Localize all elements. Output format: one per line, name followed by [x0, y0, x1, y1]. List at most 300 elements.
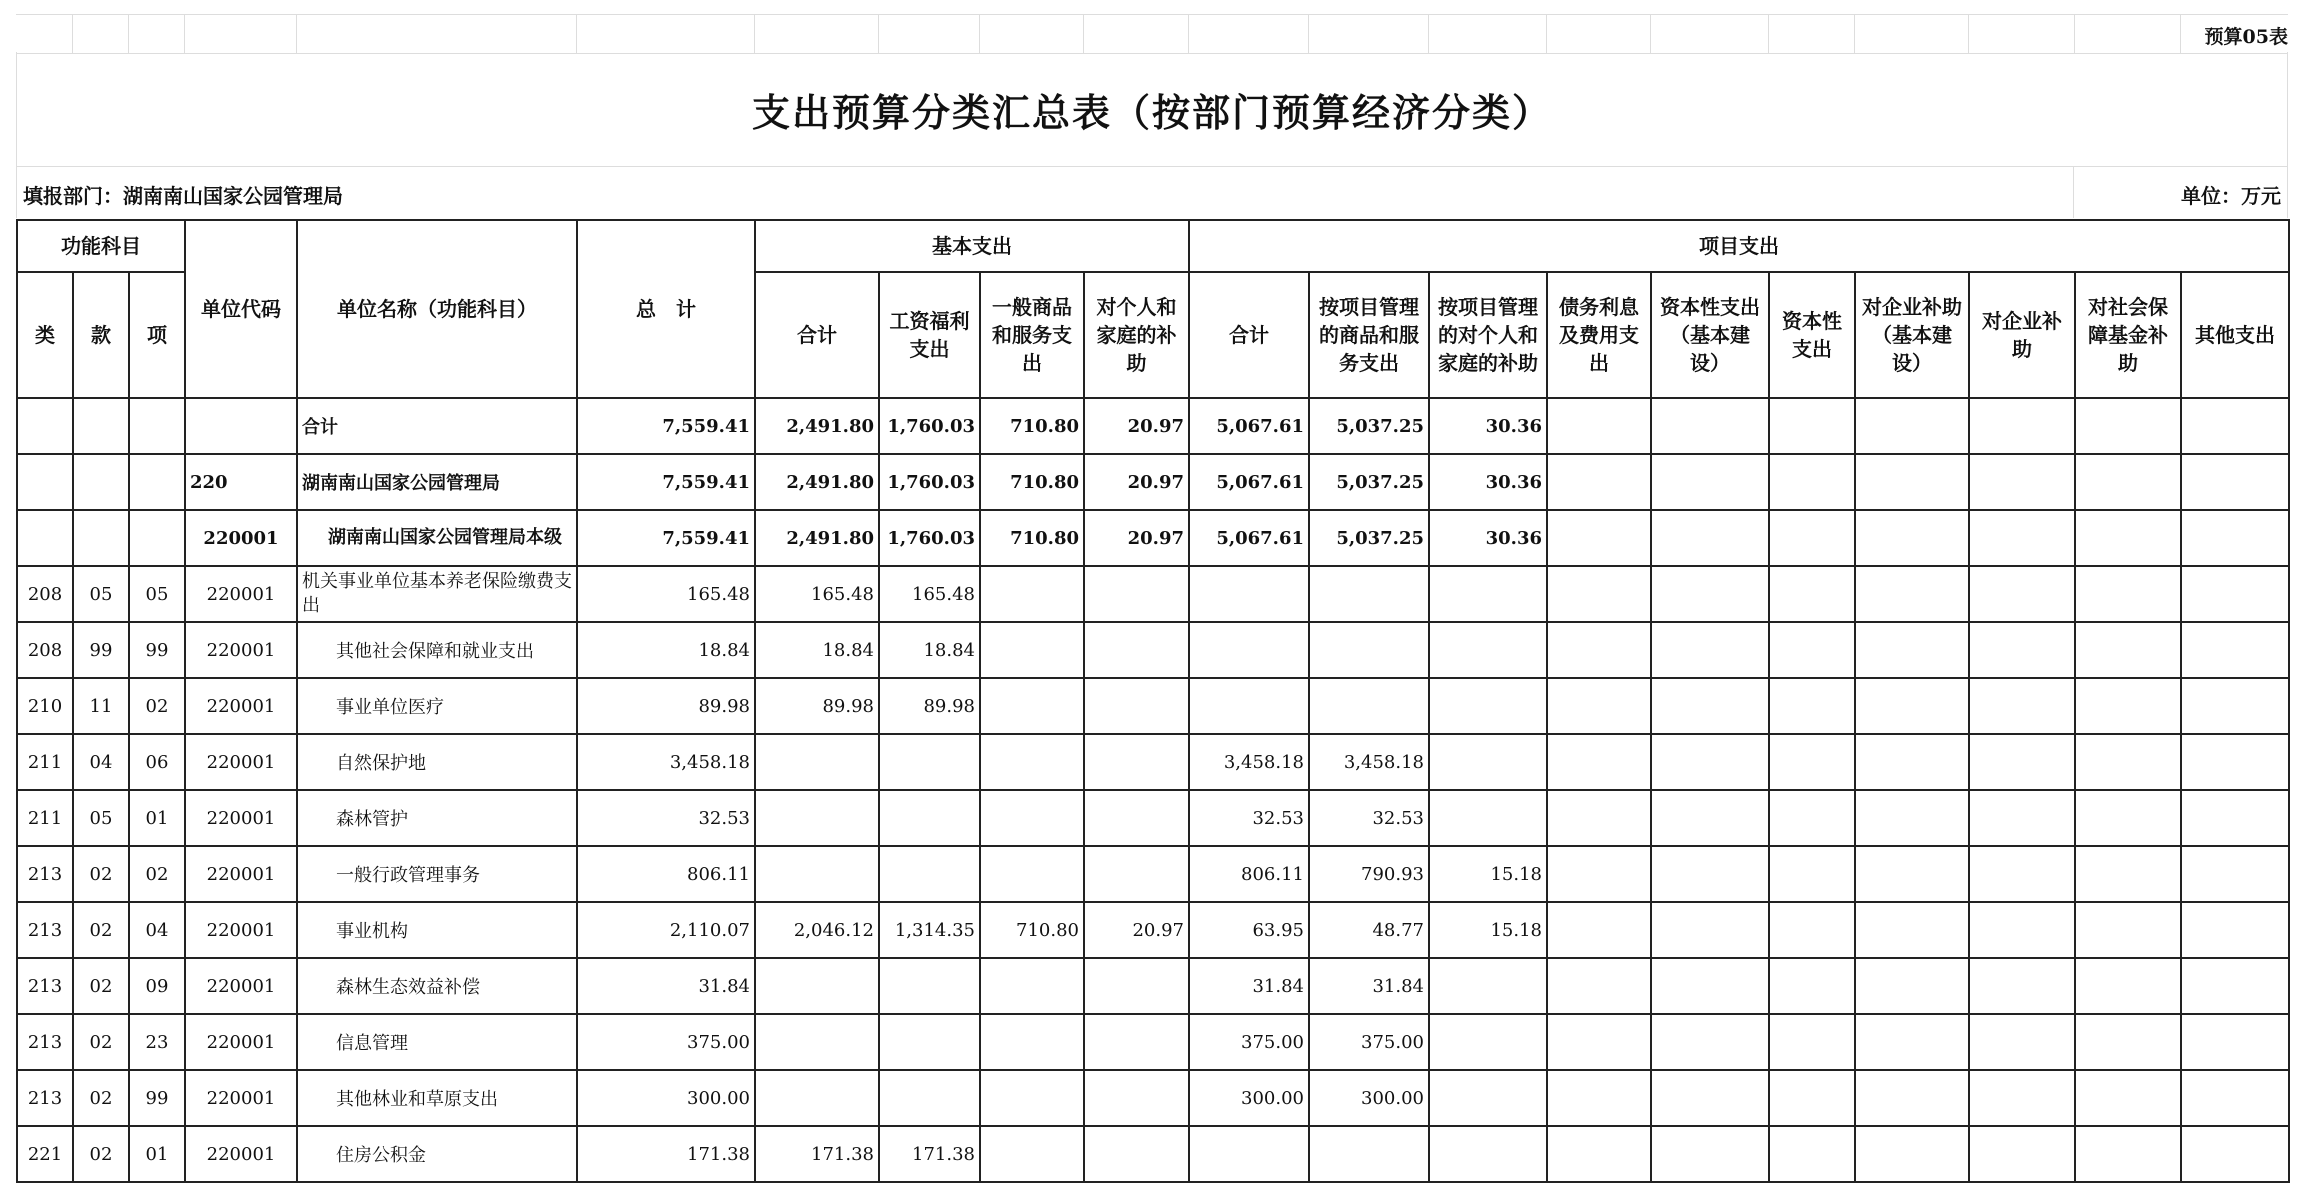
project-value-cell: [2181, 622, 2289, 678]
project-col-header: 资本性支出: [1769, 272, 1855, 398]
project-value-cell: [1855, 902, 1969, 958]
project-value-cell: [1969, 1126, 2075, 1182]
info-band: [16, 166, 2288, 218]
basic-col-header: 对个人和家庭的补助: [1084, 272, 1189, 398]
project-value-cell: [1547, 1070, 1651, 1126]
xiang-cell: 01: [129, 1126, 185, 1182]
project-value-cell: [1651, 1070, 1769, 1126]
project-value-cell: [2181, 846, 2289, 902]
basic-value-cell: 165.48: [879, 566, 980, 622]
basic-value-cell: [980, 958, 1084, 1014]
lei-cell: 208: [17, 622, 73, 678]
unit-name-cell: 合计: [297, 398, 577, 454]
expenditure-table: [16, 219, 2290, 1183]
project-value-cell: [1855, 678, 1969, 734]
basic-value-cell: [1084, 790, 1189, 846]
total-cell: 89.98: [577, 678, 755, 734]
unit-code-cell: 220001: [185, 1070, 297, 1126]
kuan-cell: 02: [73, 1070, 129, 1126]
project-value-cell: [2181, 1014, 2289, 1070]
project-value-cell: [2075, 1070, 2181, 1126]
total-cell: 32.53: [577, 790, 755, 846]
project-value-cell: [1547, 790, 1651, 846]
unit-name-cell: 湖南南山国家公园管理局: [297, 454, 577, 510]
basic-value-cell: [879, 1014, 980, 1070]
unit-code-cell: 220001: [185, 622, 297, 678]
table-row: [17, 1014, 2289, 1070]
basic-value-cell: [980, 1070, 1084, 1126]
project-value-cell: [2181, 454, 2289, 510]
project-value-cell: [1855, 622, 1969, 678]
project-value-cell: [1547, 1014, 1651, 1070]
unit-name-cell: 机关事业单位基本养老保险缴费支出: [297, 566, 577, 622]
project-value-cell: 5,037.25: [1309, 454, 1429, 510]
project-value-cell: [1651, 1014, 1769, 1070]
project-value-cell: [1969, 958, 2075, 1014]
total-cell: 7,559.41: [577, 454, 755, 510]
basic-value-cell: [879, 1070, 980, 1126]
project-value-cell: [1769, 622, 1855, 678]
unit-name-cell: 一般行政管理事务: [297, 846, 577, 902]
lei-cell: 210: [17, 678, 73, 734]
table-row: [17, 790, 2289, 846]
project-value-cell: 15.18: [1429, 902, 1547, 958]
lei-cell: 213: [17, 1014, 73, 1070]
basic-value-cell: 2,491.80: [755, 510, 879, 566]
lei-cell: 213: [17, 902, 73, 958]
form-code-label: 预算05表: [2204, 26, 2288, 48]
project-value-cell: [1969, 902, 2075, 958]
unit-code-cell: 220001: [185, 510, 297, 566]
func-subject-header: 功能科目: [17, 220, 185, 272]
project-value-cell: [1309, 622, 1429, 678]
basic-value-cell: [755, 790, 879, 846]
basic-value-cell: 1,314.35: [879, 902, 980, 958]
table-row: [17, 734, 2289, 790]
basic-col-header: 一般商品和服务支出: [980, 272, 1084, 398]
basic-value-cell: 18.84: [879, 622, 980, 678]
basic-value-cell: [1084, 846, 1189, 902]
kuan-cell: [73, 454, 129, 510]
project-value-cell: [2181, 1070, 2289, 1126]
page-title: 支出预算分类汇总表（按部门预算经济分类）: [751, 90, 1552, 135]
xiang-cell: 99: [129, 622, 185, 678]
unit-code-cell: 220001: [185, 790, 297, 846]
project-value-cell: [1969, 398, 2075, 454]
project-value-cell: [2075, 1126, 2181, 1182]
basic-value-cell: 20.97: [1084, 398, 1189, 454]
project-value-cell: [1769, 1126, 1855, 1182]
unit-code-cell: 220001: [185, 1126, 297, 1182]
project-value-cell: [1651, 1126, 1769, 1182]
project-value-cell: 5,067.61: [1189, 454, 1309, 510]
project-col-header: 对企业补助: [1969, 272, 2075, 398]
unit-name-cell: 事业单位医疗: [297, 678, 577, 734]
basic-value-cell: [755, 1014, 879, 1070]
xiang-cell: 06: [129, 734, 185, 790]
project-value-cell: 32.53: [1309, 790, 1429, 846]
project-value-cell: [1769, 566, 1855, 622]
project-value-cell: [1651, 510, 1769, 566]
table-row: [17, 398, 2289, 454]
basic-value-cell: [980, 678, 1084, 734]
project-value-cell: 32.53: [1189, 790, 1309, 846]
project-value-cell: [1651, 846, 1769, 902]
project-value-cell: [1189, 678, 1309, 734]
project-value-cell: [1769, 1014, 1855, 1070]
project-value-cell: [1969, 454, 2075, 510]
project-value-cell: [1547, 622, 1651, 678]
project-value-cell: 375.00: [1189, 1014, 1309, 1070]
project-value-cell: 48.77: [1309, 902, 1429, 958]
project-value-cell: [1651, 902, 1769, 958]
lei-cell: 213: [17, 846, 73, 902]
basic-value-cell: [980, 790, 1084, 846]
unit-code-cell: 220001: [185, 1014, 297, 1070]
lei-header: 类: [17, 272, 73, 398]
total-cell: 375.00: [577, 1014, 755, 1070]
basic-value-cell: 2,491.80: [755, 398, 879, 454]
basic-value-cell: [879, 846, 980, 902]
project-value-cell: [1547, 566, 1651, 622]
kuan-cell: 02: [73, 958, 129, 1014]
project-value-cell: [2075, 510, 2181, 566]
kuan-header: 款: [73, 272, 129, 398]
project-value-cell: 300.00: [1189, 1070, 1309, 1126]
spreadsheet-grid-top: [16, 14, 2288, 54]
project-value-cell: [1547, 1126, 1651, 1182]
basic-value-cell: [980, 1014, 1084, 1070]
basic-value-cell: [755, 846, 879, 902]
project-value-cell: 5,067.61: [1189, 398, 1309, 454]
unit-code-header: 单位代码: [185, 220, 297, 398]
basic-value-cell: [980, 734, 1084, 790]
basic-value-cell: [980, 1126, 1084, 1182]
lei-cell: 211: [17, 790, 73, 846]
basic-value-cell: 20.97: [1084, 510, 1189, 566]
basic-value-cell: [1084, 678, 1189, 734]
project-value-cell: [1651, 566, 1769, 622]
kuan-cell: 04: [73, 734, 129, 790]
total-cell: 165.48: [577, 566, 755, 622]
project-value-cell: [1769, 510, 1855, 566]
project-value-cell: [1969, 790, 2075, 846]
lei-cell: 213: [17, 958, 73, 1014]
table-row: [17, 902, 2289, 958]
project-value-cell: [2075, 1014, 2181, 1070]
project-value-cell: 300.00: [1309, 1070, 1429, 1126]
project-value-cell: [2181, 734, 2289, 790]
unit-code-cell: 220001: [185, 958, 297, 1014]
kuan-cell: 02: [73, 846, 129, 902]
project-col-header: 其他支出: [2181, 272, 2289, 398]
xiang-cell: [129, 398, 185, 454]
total-cell: 300.00: [577, 1070, 755, 1126]
project-value-cell: [1969, 1070, 2075, 1126]
project-value-cell: [1547, 734, 1651, 790]
basic-value-cell: [1084, 1070, 1189, 1126]
project-value-cell: [1969, 1014, 2075, 1070]
unit-label: 单位：万元: [2181, 184, 2281, 208]
project-value-cell: 3,458.18: [1309, 734, 1429, 790]
basic-value-cell: 2,046.12: [755, 902, 879, 958]
table-row: [17, 678, 2289, 734]
project-col-header: 合计: [1189, 272, 1309, 398]
unit-name-cell: 事业机构: [297, 902, 577, 958]
basic-value-cell: [1084, 1014, 1189, 1070]
basic-value-cell: 89.98: [879, 678, 980, 734]
xiang-cell: 09: [129, 958, 185, 1014]
project-value-cell: [1429, 734, 1547, 790]
table-row: [17, 958, 2289, 1014]
project-value-cell: 30.36: [1429, 454, 1547, 510]
project-value-cell: 30.36: [1429, 398, 1547, 454]
basic-value-cell: [755, 1070, 879, 1126]
basic-value-cell: 20.97: [1084, 454, 1189, 510]
lei-cell: [17, 510, 73, 566]
project-value-cell: 63.95: [1189, 902, 1309, 958]
project-value-cell: [1189, 622, 1309, 678]
project-value-cell: [1429, 566, 1547, 622]
kuan-cell: 02: [73, 1126, 129, 1182]
project-value-cell: [2075, 454, 2181, 510]
project-value-cell: [1429, 958, 1547, 1014]
project-value-cell: [1969, 846, 2075, 902]
lei-cell: [17, 398, 73, 454]
project-col-header: 对企业补助（基本建设）: [1855, 272, 1969, 398]
project-value-cell: [1969, 622, 2075, 678]
project-col-header: 按项目管理的对个人和家庭的补助: [1429, 272, 1547, 398]
total-header: 总 计: [577, 220, 755, 398]
kuan-cell: 05: [73, 566, 129, 622]
project-value-cell: [1769, 678, 1855, 734]
basic-value-cell: 710.80: [980, 398, 1084, 454]
unit-code-cell: 220001: [185, 678, 297, 734]
xiang-cell: [129, 454, 185, 510]
project-value-cell: [2075, 958, 2181, 1014]
lei-cell: 213: [17, 1070, 73, 1126]
project-value-cell: [1651, 398, 1769, 454]
basic-value-cell: [879, 790, 980, 846]
basic-value-cell: 710.80: [980, 902, 1084, 958]
project-value-cell: [1855, 510, 1969, 566]
project-value-cell: [2181, 510, 2289, 566]
xiang-cell: 01: [129, 790, 185, 846]
lei-cell: [17, 454, 73, 510]
project-value-cell: [2181, 1126, 2289, 1182]
basic-value-cell: [755, 734, 879, 790]
project-value-cell: 375.00: [1309, 1014, 1429, 1070]
project-value-cell: 31.84: [1189, 958, 1309, 1014]
project-value-cell: [2075, 734, 2181, 790]
project-value-cell: [2181, 902, 2289, 958]
basic-value-cell: 710.80: [980, 510, 1084, 566]
table-body: [17, 398, 2289, 1182]
project-value-cell: [1547, 454, 1651, 510]
project-value-cell: [1547, 846, 1651, 902]
project-value-cell: [2181, 566, 2289, 622]
kuan-cell: [73, 398, 129, 454]
unit-name-cell: 住房公积金: [297, 1126, 577, 1182]
project-col-header: 资本性支出（基本建设）: [1651, 272, 1769, 398]
project-value-cell: [1547, 678, 1651, 734]
project-value-cell: [1769, 454, 1855, 510]
unit-code-cell: [185, 398, 297, 454]
basic-value-cell: [1084, 566, 1189, 622]
basic-value-cell: 2,491.80: [755, 454, 879, 510]
project-value-cell: [2075, 622, 2181, 678]
project-value-cell: [2075, 398, 2181, 454]
project-value-cell: [1855, 958, 1969, 1014]
project-value-cell: [1855, 454, 1969, 510]
title-band: [16, 52, 2288, 167]
project-value-cell: [2181, 790, 2289, 846]
project-value-cell: [1651, 678, 1769, 734]
project-value-cell: [1429, 622, 1547, 678]
total-cell: 171.38: [577, 1126, 755, 1182]
basic-value-cell: 171.38: [755, 1126, 879, 1182]
project-value-cell: [1969, 678, 2075, 734]
project-value-cell: 806.11: [1189, 846, 1309, 902]
lei-cell: 211: [17, 734, 73, 790]
kuan-cell: 99: [73, 622, 129, 678]
xiang-cell: 05: [129, 566, 185, 622]
kuan-cell: [73, 510, 129, 566]
basic-value-cell: 171.38: [879, 1126, 980, 1182]
project-value-cell: [1769, 902, 1855, 958]
project-value-cell: [1547, 958, 1651, 1014]
table-row: [17, 1126, 2289, 1182]
unit-name-cell: 湖南南山国家公园管理局本级: [297, 510, 577, 566]
project-value-cell: [1769, 790, 1855, 846]
basic-value-cell: 1,760.03: [879, 510, 980, 566]
project-value-cell: [1769, 1070, 1855, 1126]
project-value-cell: [1969, 566, 2075, 622]
xiang-cell: 99: [129, 1070, 185, 1126]
unit-code-cell: 220001: [185, 734, 297, 790]
total-cell: 2,110.07: [577, 902, 755, 958]
project-value-cell: [2181, 958, 2289, 1014]
basic-value-cell: 1,760.03: [879, 398, 980, 454]
project-value-cell: 31.84: [1309, 958, 1429, 1014]
unit-code-cell: 220001: [185, 566, 297, 622]
project-value-cell: [1855, 734, 1969, 790]
table-row: [17, 1070, 2289, 1126]
project-value-cell: [1429, 1014, 1547, 1070]
basic-expense-header: 基本支出: [755, 220, 1189, 272]
project-value-cell: [1769, 398, 1855, 454]
table-row: [17, 846, 2289, 902]
project-value-cell: [1651, 734, 1769, 790]
lei-cell: 221: [17, 1126, 73, 1182]
reporting-dept: 填报部门：湖南南山国家公园管理局: [23, 184, 343, 208]
project-value-cell: [1769, 958, 1855, 1014]
project-value-cell: [1429, 1070, 1547, 1126]
table-row: [17, 454, 2289, 510]
unit-code-cell: 220: [185, 454, 297, 510]
unit-name-cell: 其他社会保障和就业支出: [297, 622, 577, 678]
basic-value-cell: [1084, 734, 1189, 790]
xiang-cell: 04: [129, 902, 185, 958]
project-value-cell: [1547, 398, 1651, 454]
project-value-cell: [1769, 734, 1855, 790]
total-cell: 31.84: [577, 958, 755, 1014]
project-value-cell: [1969, 734, 2075, 790]
project-value-cell: [1651, 790, 1769, 846]
project-value-cell: [1651, 958, 1769, 1014]
kuan-cell: 02: [73, 1014, 129, 1070]
project-value-cell: [1855, 846, 1969, 902]
kuan-cell: 02: [73, 902, 129, 958]
basic-value-cell: 710.80: [980, 454, 1084, 510]
basic-value-cell: 18.84: [755, 622, 879, 678]
project-value-cell: 30.36: [1429, 510, 1547, 566]
basic-value-cell: [980, 566, 1084, 622]
project-value-cell: [2075, 790, 2181, 846]
basic-value-cell: [879, 958, 980, 1014]
project-value-cell: [1189, 566, 1309, 622]
project-value-cell: 5,067.61: [1189, 510, 1309, 566]
kuan-cell: 11: [73, 678, 129, 734]
project-value-cell: [2075, 846, 2181, 902]
total-cell: 3,458.18: [577, 734, 755, 790]
basic-value-cell: [1084, 1126, 1189, 1182]
total-cell: 806.11: [577, 846, 755, 902]
project-value-cell: [1855, 790, 1969, 846]
project-value-cell: 790.93: [1309, 846, 1429, 902]
project-value-cell: 3,458.18: [1189, 734, 1309, 790]
table-row: [17, 566, 2289, 622]
project-col-header: 对社会保障基金补助: [2075, 272, 2181, 398]
project-value-cell: [1855, 566, 1969, 622]
project-value-cell: [1429, 790, 1547, 846]
project-col-header: 债务利息及费用支出: [1547, 272, 1651, 398]
unit-name-cell: 自然保护地: [297, 734, 577, 790]
basic-value-cell: 165.48: [755, 566, 879, 622]
basic-value-cell: 20.97: [1084, 902, 1189, 958]
project-value-cell: 15.18: [1429, 846, 1547, 902]
project-value-cell: [1309, 1126, 1429, 1182]
project-value-cell: [1429, 1126, 1547, 1182]
unit-code-cell: 220001: [185, 902, 297, 958]
xiang-header: 项: [129, 272, 185, 398]
lei-cell: 208: [17, 566, 73, 622]
project-value-cell: [2075, 566, 2181, 622]
xiang-cell: 02: [129, 678, 185, 734]
project-value-cell: [2075, 902, 2181, 958]
basic-value-cell: 89.98: [755, 678, 879, 734]
project-value-cell: [1309, 566, 1429, 622]
header-row-1: [17, 220, 2289, 272]
project-value-cell: [1309, 678, 1429, 734]
basic-value-cell: [755, 958, 879, 1014]
xiang-cell: 02: [129, 846, 185, 902]
unit-name-cell: 其他林业和草原支出: [297, 1070, 577, 1126]
project-value-cell: [1429, 678, 1547, 734]
project-value-cell: [1769, 846, 1855, 902]
project-value-cell: [1651, 454, 1769, 510]
project-value-cell: [2075, 678, 2181, 734]
project-value-cell: [2181, 678, 2289, 734]
kuan-cell: 05: [73, 790, 129, 846]
basic-col-header: 合计: [755, 272, 879, 398]
project-value-cell: 5,037.25: [1309, 510, 1429, 566]
xiang-cell: [129, 510, 185, 566]
total-cell: 7,559.41: [577, 510, 755, 566]
basic-value-cell: [879, 734, 980, 790]
unit-name-cell: 信息管理: [297, 1014, 577, 1070]
unit-name-cell: 森林管护: [297, 790, 577, 846]
